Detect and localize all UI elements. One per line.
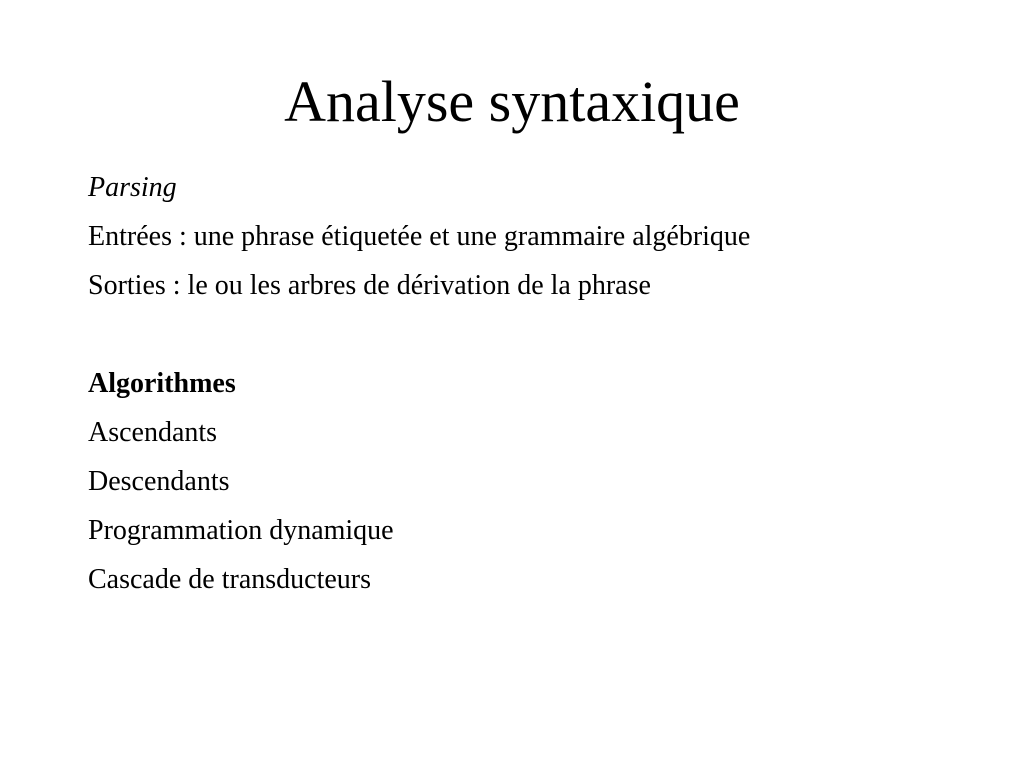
algorithm-item: Programmation dynamique <box>88 515 394 546</box>
algorithm-item: Descendants <box>88 466 230 497</box>
slide-body <box>88 163 988 604</box>
algorithm-item: Ascendants <box>88 417 218 448</box>
algorithms-heading: Algorithmes <box>88 368 236 399</box>
inputs-line: Entrées : une phrase étiquetée et une grammaire algébrique <box>88 221 751 252</box>
algorithm-item: Cascade de transducteurs <box>88 564 371 595</box>
outputs-line: Sorties : le ou les arbres de dérivation de la phrase <box>88 270 651 301</box>
blank-line <box>88 310 988 359</box>
parsing-term: Parsing <box>88 172 177 203</box>
slide-title: Analyse syntaxique <box>284 69 740 134</box>
